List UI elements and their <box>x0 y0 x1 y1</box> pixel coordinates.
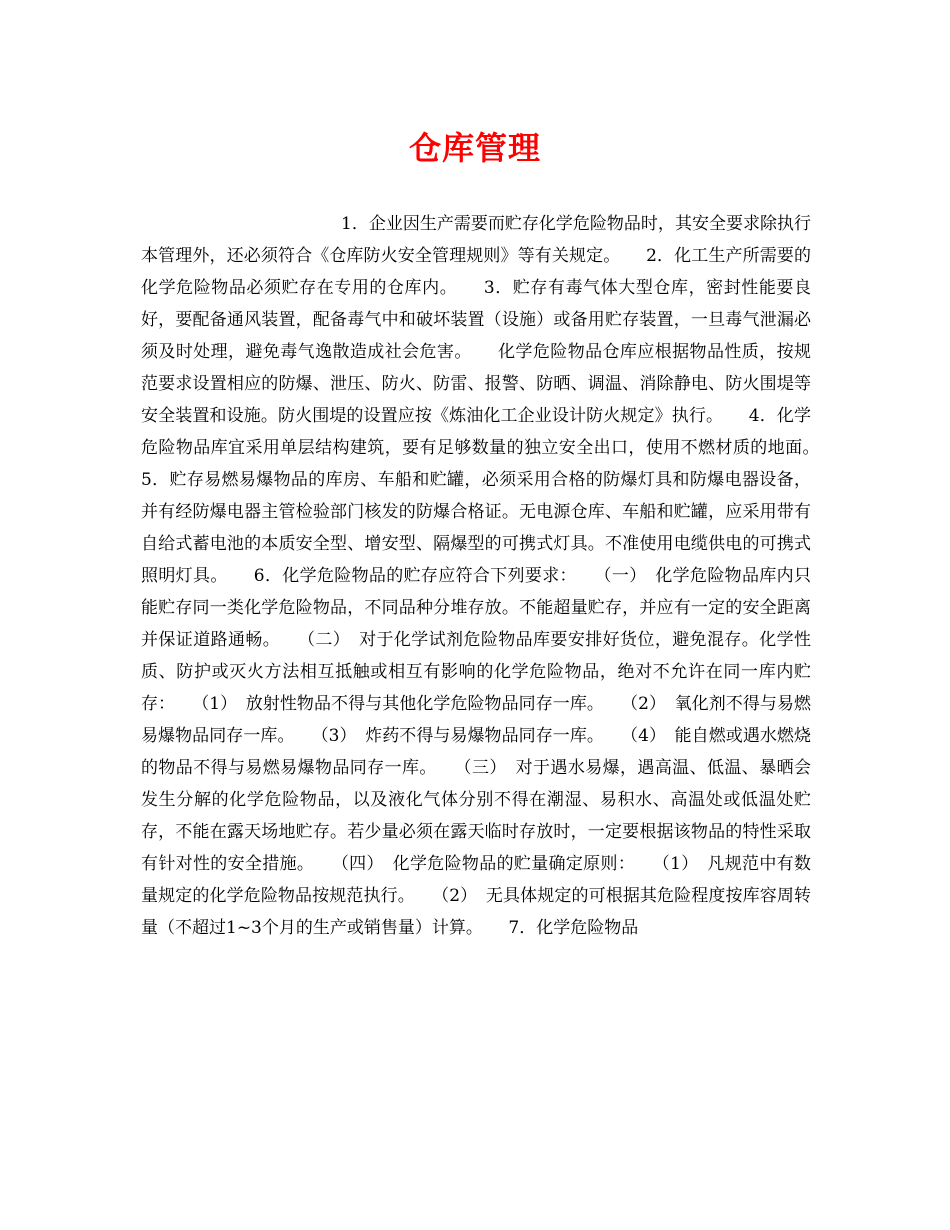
body-paragraph: 1．企业因生产需要而贮存化学危险物品时，其安全要求除执行本管理外，还必须符合《仓库防火安全管理规则》等有关规定。 2．化工生产所需要的化学危险物品必须贮存在专用的仓库内。 3．贮存有毒气体大型仓库，密封性能要良好，要配备通风装置，配备毒气中和破坏装置（设施）或备用贮存装置，一旦毒气泄漏必须及时处理，避免毒气逸散造成社会危害。 化学危险物品仓库应根据物品性质，按规范要求设置相应的防爆、泄压、防火、防雷、报警、防晒、调温、消除静电、防火围堤等安全装置和设施。防火围堤的设置应按《炼油化工企业设计防火规定》执行。 4．化学危险物品库宜采用单层结构建筑，要有足够数量的独立安全出口，使用不燃材质的地面。 5．贮存易燃易爆物品的库房、车船和贮罐，必须采用合格的防爆灯具和防爆电器设备，并有经防爆电器主管检验部门核发的防爆合格证。无电源仓库、车船和贮罐，应采用带有自给式蓄电池的本质安全型、增安型、隔爆型的可携式灯具。不准使用电缆供电的可携式照明灯具。 6．化学危险物品的贮存应符合下列要求： （一） 化学危险物品库内只能贮存同一类化学危险物品，不同品种分堆存放。不能超量贮存，并应有一定的安全距离并保证道路通畅。 （二） 对于化学试剂危险物品库要安排好货位，避免混存。化学性质、防护或灭火方法相互抵触或相互有影响的化学危险物品，绝对不允许在同一库内贮存： （1） 放射性物品不得与其他化学危险物品同存一库。 （2） 氧化剂不得与易燃易爆物品同存一库。 （3） 炸药不得与易爆物品同存一库。 （4） 能自燃或遇水燃烧的物品不得与易燃易爆物品同存一库。 （三） 对于遇水易爆，遇高温、低温、暴晒会发生分解的化学危险物品，以及液化气体分别不得在潮湿、易积水、高温处或低温处贮存，不能在露天场地贮存。若少量必须在露天临时存放时，一定要根据该物品的特性采取有针对性的安全措施。 （四） 化学危险物品的贮量确定原则： （1） 凡规范中有数量规定的化学危险物品按规范执行。 （2） 无具体规定的可根据其危险程度按库容周转量（不超过1~3个月的生产或销售量）计算。 7．化学危险物品 <box>141 214 845 938</box>
page-title: 仓库管理 <box>408 129 541 167</box>
